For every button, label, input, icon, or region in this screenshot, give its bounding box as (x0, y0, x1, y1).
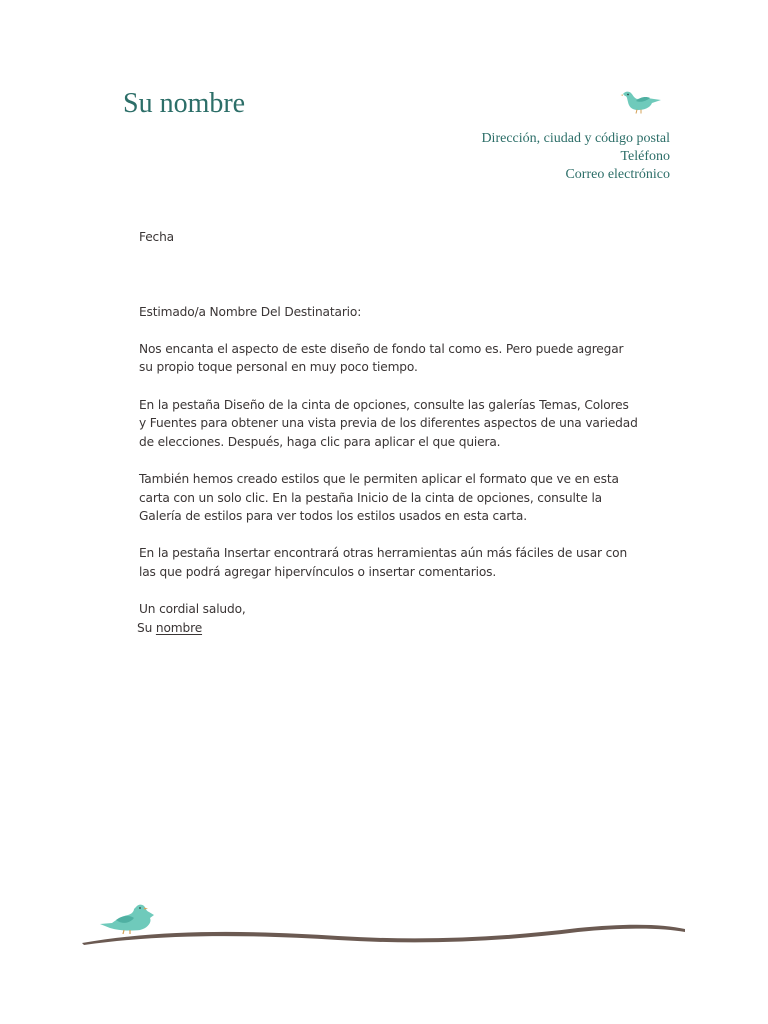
sender-address[interactable]: Dirección, ciudad y código postal (481, 131, 670, 146)
letter-paragraph-1[interactable]: Nos encanta el aspecto de este diseño de fondo tal como es. Pero puede agregar su propio toque personal en muy poco tiempo. (139, 341, 624, 375)
letter-paragraph-4[interactable]: En la pestaña Insertar encontrará otras herramientas aún más fáciles de usar con las que podrá agregar hipervínculos o insertar comentarios. (139, 546, 628, 579)
letter-body (139, 228, 639, 637)
footer-bird-icon (100, 905, 154, 934)
contact-block (481, 130, 670, 184)
letter-date[interactable]: Fecha (139, 230, 174, 244)
letter-signature (139, 619, 639, 638)
letter-paragraph-2[interactable]: En la pestaña Diseño de la cinta de opciones, consulte las galerías Temas, Colores y Fuentes para obtener una vista previa de los diferentes aspectos de una variedad de elecciones. Después, haga clic para aplicar el que quiera. (139, 397, 638, 449)
signature-last-name[interactable]: nombre (155, 620, 203, 635)
sender-name[interactable]: Su nombre (123, 88, 246, 119)
bird-icon (620, 86, 662, 114)
bird-on-branch-icon (78, 898, 690, 950)
sender-phone[interactable]: Teléfono (620, 149, 670, 164)
letter-salutation[interactable]: Estimado/a Nombre Del Destinatario: (139, 304, 362, 319)
letter-paragraph-3[interactable]: También hemos creado estilos que le permiten aplicar el formato que ve en esta carta con un solo clic. En la pestaña Inicio de la cinta de opciones, consulte la Galería de estilos para ver todos los estilos usados en esta carta. (139, 471, 619, 524)
letter-closing[interactable]: Un cordial saludo, (139, 602, 246, 617)
sender-email[interactable]: Correo electrónico (565, 167, 670, 182)
signature-first-name[interactable]: Su (137, 620, 153, 635)
